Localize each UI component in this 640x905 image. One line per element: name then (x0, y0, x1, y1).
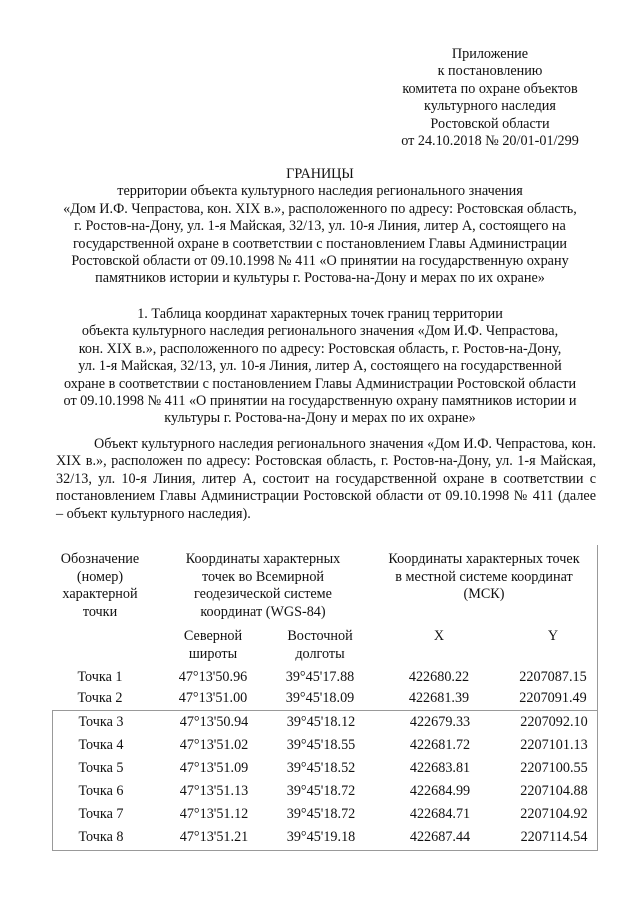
row-label: Точка 7 (78, 806, 124, 822)
row-label: Точка 6 (78, 783, 124, 799)
section-line: культуры г. Ростова-на-Дону и мерах по их охране» (164, 410, 476, 427)
header-wgs: точек во Всемирной (201, 568, 325, 585)
section-line: от 09.10.1998 № 411 «О принятии на государственную охрану памятников истории и (63, 393, 577, 410)
row-value: 39°45'18.52 (286, 760, 356, 776)
subheader: Северной (183, 628, 243, 644)
appendix-header (380, 46, 600, 150)
row-label: Точка 4 (78, 737, 124, 753)
row-value: 2207114.54 (520, 829, 588, 845)
appendix-line: Ростовской области (430, 115, 550, 132)
row-value: 422681.39 (408, 690, 470, 706)
header-point: (номер) (76, 568, 124, 585)
title-line: территории объекта культурного наследия регионального значения (117, 183, 523, 200)
row-value: 47°13'51.02 (179, 737, 249, 753)
row-label: Точка 8 (78, 829, 124, 845)
header-point: Обозначение (60, 551, 140, 567)
row-value: 2207104.92 (520, 806, 588, 822)
document-title (40, 166, 600, 288)
row-value: 47°13'50.96 (178, 669, 248, 685)
row-value: 39°45'18.12 (286, 714, 356, 730)
header-msk: в местной системе координат (395, 568, 573, 585)
appendix-line: комитета по охране объектов (402, 80, 578, 97)
row-label: Точка 1 (77, 669, 123, 685)
row-value: 39°45'19.18 (286, 829, 356, 845)
title-line: Ростовской области от 09.10.1998 № 411 «О принятии на государственную охрану (71, 253, 569, 270)
row-value: 39°45'18.09 (285, 690, 355, 706)
title-line: памятников истории и культуры г. Ростова-на-Дону и мерах по их охране» (95, 270, 545, 287)
row-value: 2207104.88 (520, 783, 588, 799)
subheader: Y (547, 628, 559, 644)
row-label: Точка 3 (78, 714, 124, 730)
row-value: 47°13'50.94 (179, 714, 249, 730)
header-wgs: геодезической системе (194, 586, 332, 603)
row-value: 422680.22 (408, 669, 470, 685)
row-label: Точка 5 (78, 760, 124, 776)
header-msk: Координаты характерных точек (388, 551, 580, 567)
header-wgs: Координаты характерных (185, 551, 341, 567)
row-value: 39°45'18.55 (286, 737, 356, 753)
row-value: 2207087.15 (519, 669, 587, 685)
body-paragraph: Объект культурного наследия регионального значения «Дом И.Ф. Чепрастова, кон. XIX в.», расположен по адресу: Ростовская область, г. Ростов-на-Дону, ул. 1-я Майская, 32/13, ул. 10-я Линия, литер А, состоит на государственной охране в соответствии с постановлением Главы Администрации Ростовской области от 09.10.1998 № 411 (далее – объект культурного наследия). (56, 436, 596, 522)
section-heading (40, 306, 600, 428)
table-body-block (52, 710, 598, 851)
row-value: 39°45'18.72 (286, 806, 356, 822)
row-value: 2207091.49 (519, 690, 587, 706)
table-header-block (52, 545, 598, 710)
section-line: охране в соответствии с постановлением Главы Администрации Ростовской области (63, 375, 577, 392)
subheader: широты (188, 645, 238, 662)
appendix-line: Приложение (451, 46, 529, 62)
appendix-line: культурного наследия (424, 98, 556, 115)
title-line: ГРАНИЦЫ (286, 166, 354, 182)
title-line: «Дом И.Ф. Чепрастова, кон. XIX в.», расположенного по адресу: Ростовская область, (63, 200, 577, 217)
coordinates-table (52, 545, 598, 851)
row-value: 39°45'18.72 (286, 783, 356, 799)
row-value: 422684.71 (409, 806, 471, 822)
title-line: г. Ростов-на-Дону, ул. 1-я Майская, 32/13, ул. 10-я Линия, литер А, состоящего на (74, 218, 566, 235)
subheader: долготы (295, 645, 345, 662)
subheader: X (433, 628, 445, 644)
row-value: 2207100.55 (520, 760, 588, 776)
header-wgs: координат (WGS-84) (200, 603, 326, 620)
section-line: ул. 1-я Майская, 32/13, ул. 10-я Линия, литер А, состоящего на государственной (78, 358, 562, 375)
row-value: 47°13'51.12 (179, 806, 249, 822)
row-value: 422684.99 (409, 783, 471, 799)
section-line: кон. XIX в.», расположенного по адресу: Ростовская область, г. Ростов-на-Дону, (78, 340, 562, 357)
row-value: 2207101.13 (520, 737, 588, 753)
title-line: государственной охране в соответствии с постановлением Главы Администрации (72, 235, 568, 252)
appendix-line: от 24.10.2018 № 20/01-01/299 (401, 133, 579, 150)
appendix-line: к постановлению (437, 63, 543, 80)
row-value: 422683.81 (409, 760, 471, 776)
row-value: 47°13'51.09 (179, 760, 249, 776)
row-value: 422679.33 (409, 714, 471, 730)
row-value: 47°13'51.00 (178, 690, 248, 706)
subheader: Восточной (287, 628, 353, 644)
row-value: 47°13'51.13 (179, 783, 249, 799)
header-point: характерной (62, 586, 138, 603)
header-msk: (МСК) (463, 586, 505, 603)
row-value: 422687.44 (409, 829, 471, 845)
header-point: точки (82, 603, 118, 620)
row-value: 47°13'51.21 (179, 829, 249, 845)
row-value: 39°45'17.88 (285, 669, 355, 685)
row-label: Точка 2 (77, 690, 123, 706)
row-value: 2207092.10 (520, 714, 588, 730)
section-line: объекта культурного наследия регионального значения «Дом И.Ф. Чепрастова, (81, 323, 559, 340)
row-value: 422681.72 (409, 737, 471, 753)
section-line: 1. Таблица координат характерных точек границ территории (137, 306, 503, 322)
